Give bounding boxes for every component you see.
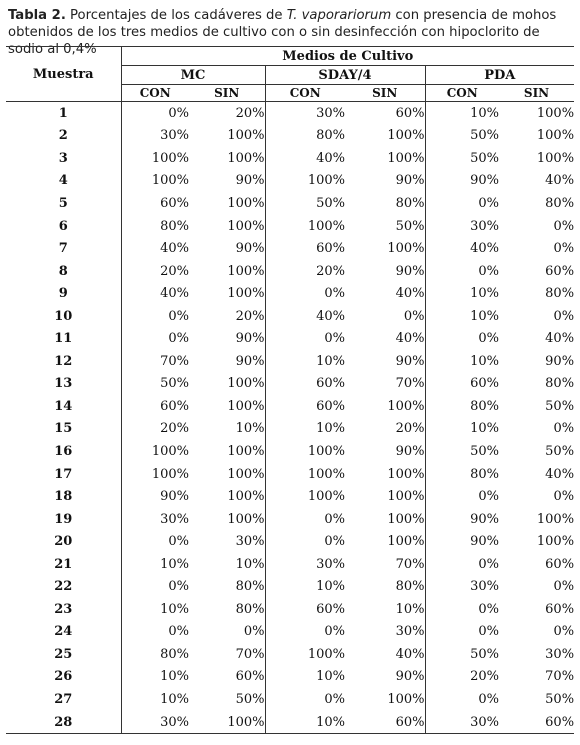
table-row xyxy=(6,688,574,711)
pda-sin-cell: 0% xyxy=(553,218,575,234)
mc-sin-cell: 90% xyxy=(189,350,265,373)
sday-sin-cell: 50% xyxy=(345,215,425,238)
pda-sin-cell: 100% xyxy=(536,534,575,550)
pda-con-cell: 30% xyxy=(470,579,499,595)
mc-con-cell: 10% xyxy=(160,556,189,572)
mc-con-cell: 40% xyxy=(160,241,189,257)
sday-con-cell: 30% xyxy=(316,556,345,572)
sday-sin-cell: 100% xyxy=(345,237,425,260)
mc-sin-cell: 20% xyxy=(189,102,265,125)
sday-con-cell: 10% xyxy=(316,353,345,369)
table-row xyxy=(6,530,574,553)
pda-sin-cell: 60% xyxy=(545,556,575,572)
pda-sin-cell: 0% xyxy=(553,241,575,257)
sday-sin-cell: 10% xyxy=(345,598,425,621)
table-row xyxy=(6,125,574,148)
pda-con-cell: 0% xyxy=(478,624,499,640)
sday-sin-cell: 20% xyxy=(345,418,425,441)
pda-con-cell: 90% xyxy=(470,534,499,550)
pda-sin-cell: 40% xyxy=(545,466,575,482)
mc-con-cell: 10% xyxy=(160,669,189,685)
caption-label: Tabla 2. xyxy=(8,8,66,23)
table-row xyxy=(6,553,574,576)
header-group-mc: MC xyxy=(121,66,265,85)
pda-sin-cell: 100% xyxy=(536,511,575,527)
sday-con-cell: 100% xyxy=(307,489,345,505)
mc-con-cell: 100% xyxy=(151,150,189,166)
mc-sin-cell: 90% xyxy=(189,170,265,193)
mc-sin-cell: 70% xyxy=(189,643,265,666)
mc-con-cell: 90% xyxy=(160,489,189,505)
caption-text-after: con presencia de mohos obtenidos de los tres medios de cultivo con o sin desinfección con hipoclorito de sodio al 0,4% xyxy=(8,8,557,57)
table-row xyxy=(6,666,574,689)
pda-sin-cell: 50% xyxy=(545,691,575,707)
muestra-cell: 13 xyxy=(6,373,121,396)
pda-con-cell: 10% xyxy=(470,353,499,369)
header-con: CON xyxy=(265,85,345,102)
mc-sin-cell: 100% xyxy=(189,147,265,170)
sday-sin-cell: 30% xyxy=(345,621,425,644)
sday-sin-cell: 90% xyxy=(345,170,425,193)
muestra-cell: 9 xyxy=(6,282,121,305)
mc-sin-cell: 100% xyxy=(189,125,265,148)
sday-sin-cell: 100% xyxy=(345,395,425,418)
pda-con-cell: 20% xyxy=(470,669,499,685)
sday-sin-cell: 70% xyxy=(345,553,425,576)
sday-con-cell: 60% xyxy=(316,398,345,414)
pda-con-cell: 80% xyxy=(470,466,499,482)
sday-con-cell: 60% xyxy=(316,376,345,392)
table-row xyxy=(6,643,574,666)
mc-sin-cell: 90% xyxy=(189,237,265,260)
table-row xyxy=(6,598,574,621)
pda-con-cell: 0% xyxy=(478,601,499,617)
sday-con-cell: 0% xyxy=(324,331,345,347)
table-header xyxy=(6,47,574,102)
sday-con-cell: 10% xyxy=(316,579,345,595)
sday-con-cell: 10% xyxy=(316,669,345,685)
mc-con-cell: 30% xyxy=(160,128,189,144)
pda-con-cell: 50% xyxy=(470,128,499,144)
pda-sin-cell: 60% xyxy=(545,601,575,617)
muestra-cell: 24 xyxy=(6,621,121,644)
sday-con-cell: 10% xyxy=(316,421,345,437)
muestra-cell: 14 xyxy=(6,395,121,418)
sday-con-cell: 0% xyxy=(324,624,345,640)
muestra-cell: 20 xyxy=(6,530,121,553)
muestra-cell: 5 xyxy=(6,192,121,215)
muestra-cell: 21 xyxy=(6,553,121,576)
sday-sin-cell: 90% xyxy=(345,350,425,373)
pda-con-cell: 50% xyxy=(470,443,499,459)
sday-con-cell: 80% xyxy=(316,128,345,144)
pda-con-cell: 60% xyxy=(470,376,499,392)
pda-sin-cell: 40% xyxy=(545,173,575,189)
header-muestra: Muestra xyxy=(6,47,121,102)
mc-sin-cell: 90% xyxy=(189,327,265,350)
table-row xyxy=(6,621,574,644)
muestra-cell: 12 xyxy=(6,350,121,373)
pda-con-cell: 50% xyxy=(470,646,499,662)
pda-sin-cell: 30% xyxy=(545,646,575,662)
mc-con-cell: 100% xyxy=(151,466,189,482)
mc-sin-cell: 100% xyxy=(189,192,265,215)
table-row xyxy=(6,395,574,418)
sday-con-cell: 0% xyxy=(324,691,345,707)
sday-con-cell: 0% xyxy=(324,534,345,550)
mc-con-cell: 100% xyxy=(151,443,189,459)
sday-sin-cell: 100% xyxy=(345,688,425,711)
muestra-cell: 7 xyxy=(6,237,121,260)
sday-con-cell: 40% xyxy=(316,308,345,324)
sday-con-cell: 50% xyxy=(316,195,345,211)
sday-sin-cell: 90% xyxy=(345,260,425,283)
pda-sin-cell: 60% xyxy=(545,263,575,279)
table-row xyxy=(6,147,574,170)
header-group-sday: SDAY/4 xyxy=(265,66,425,85)
muestra-cell: 25 xyxy=(6,643,121,666)
mc-con-cell: 0% xyxy=(168,579,189,595)
table-row xyxy=(6,485,574,508)
pda-con-cell: 90% xyxy=(470,173,499,189)
mc-sin-cell: 10% xyxy=(189,418,265,441)
mc-con-cell: 30% xyxy=(160,511,189,527)
sday-sin-cell: 100% xyxy=(345,463,425,486)
mc-sin-cell: 80% xyxy=(189,575,265,598)
pda-con-cell: 0% xyxy=(478,331,499,347)
mc-sin-cell: 100% xyxy=(189,395,265,418)
muestra-cell: 1 xyxy=(6,102,121,125)
pda-sin-cell: 0% xyxy=(553,421,575,437)
mc-sin-cell: 100% xyxy=(189,508,265,531)
table-row xyxy=(6,508,574,531)
table-row xyxy=(6,170,574,193)
pda-sin-cell: 0% xyxy=(553,624,575,640)
pda-sin-cell: 50% xyxy=(545,443,575,459)
table-row xyxy=(6,237,574,260)
mc-con-cell: 40% xyxy=(160,286,189,302)
pda-con-cell: 80% xyxy=(470,398,499,414)
sday-con-cell: 20% xyxy=(316,263,345,279)
sday-sin-cell: 100% xyxy=(345,125,425,148)
sday-sin-cell: 40% xyxy=(345,327,425,350)
mc-con-cell: 60% xyxy=(160,398,189,414)
pda-sin-cell: 70% xyxy=(545,669,575,685)
sday-sin-cell: 100% xyxy=(345,147,425,170)
table-row xyxy=(6,305,574,328)
sday-con-cell: 30% xyxy=(316,105,345,121)
sday-sin-cell: 60% xyxy=(345,711,425,734)
table-row xyxy=(6,711,574,734)
table-row xyxy=(6,463,574,486)
table-row xyxy=(6,373,574,396)
sday-sin-cell: 80% xyxy=(345,575,425,598)
muestra-cell: 3 xyxy=(6,147,121,170)
pda-sin-cell: 0% xyxy=(553,308,575,324)
header-group-pda: PDA xyxy=(425,66,574,85)
mc-sin-cell: 100% xyxy=(189,373,265,396)
header-medios-de-cultivo: Medios de Cultivo xyxy=(121,47,574,66)
pda-con-cell: 10% xyxy=(470,286,499,302)
sday-sin-cell: 90% xyxy=(345,666,425,689)
muestra-cell: 19 xyxy=(6,508,121,531)
sday-con-cell: 100% xyxy=(307,466,345,482)
sday-con-cell: 100% xyxy=(307,218,345,234)
mc-con-cell: 20% xyxy=(160,263,189,279)
pda-con-cell: 0% xyxy=(478,489,499,505)
sday-sin-cell: 80% xyxy=(345,192,425,215)
sday-sin-cell: 100% xyxy=(345,530,425,553)
mc-con-cell: 0% xyxy=(168,534,189,550)
pda-con-cell: 0% xyxy=(478,195,499,211)
pda-sin-cell: 80% xyxy=(545,376,575,392)
sday-con-cell: 100% xyxy=(307,443,345,459)
pda-con-cell: 10% xyxy=(470,308,499,324)
mc-sin-cell: 100% xyxy=(189,711,265,734)
header-sin: SIN xyxy=(189,85,265,102)
pda-con-cell: 0% xyxy=(478,556,499,572)
mc-sin-cell: 100% xyxy=(189,485,265,508)
header-con: CON xyxy=(121,85,189,102)
mc-sin-cell: 80% xyxy=(189,598,265,621)
caption-species: T. vaporariorum xyxy=(286,8,392,23)
sday-sin-cell: 0% xyxy=(345,305,425,328)
mc-sin-cell: 30% xyxy=(189,530,265,553)
mc-sin-cell: 100% xyxy=(189,215,265,238)
pda-sin-cell: 60% xyxy=(499,711,574,734)
table-row xyxy=(6,215,574,238)
sday-con-cell: 40% xyxy=(316,150,345,166)
table-row xyxy=(6,260,574,283)
sday-con-cell: 100% xyxy=(307,646,345,662)
sday-sin-cell: 100% xyxy=(345,485,425,508)
mc-con-cell: 20% xyxy=(160,421,189,437)
muestra-cell: 26 xyxy=(6,666,121,689)
pda-sin-cell: 100% xyxy=(536,150,575,166)
mc-con-cell: 0% xyxy=(168,624,189,640)
mc-con-cell: 80% xyxy=(160,218,189,234)
pda-con-cell: 30% xyxy=(425,711,499,734)
table-row xyxy=(6,418,574,441)
pda-con-cell: 90% xyxy=(470,511,499,527)
muestra-cell: 6 xyxy=(6,215,121,238)
pda-con-cell: 50% xyxy=(470,150,499,166)
pda-sin-cell: 80% xyxy=(545,195,575,211)
table-row xyxy=(6,282,574,305)
table-row xyxy=(6,327,574,350)
mc-con-cell: 70% xyxy=(160,353,189,369)
muestra-cell: 8 xyxy=(6,260,121,283)
sday-sin-cell: 60% xyxy=(345,102,425,125)
mc-sin-cell: 100% xyxy=(189,260,265,283)
pda-sin-cell: 100% xyxy=(536,128,575,144)
pda-sin-cell: 100% xyxy=(536,105,575,121)
mc-con-cell: 10% xyxy=(160,601,189,617)
mc-sin-cell: 50% xyxy=(189,688,265,711)
header-con: CON xyxy=(425,85,499,102)
mc-sin-cell: 20% xyxy=(189,305,265,328)
pda-sin-cell: 90% xyxy=(545,353,575,369)
sday-con-cell: 10% xyxy=(265,711,345,734)
sday-sin-cell: 100% xyxy=(345,508,425,531)
sday-sin-cell: 90% xyxy=(345,440,425,463)
mc-con-cell: 60% xyxy=(160,195,189,211)
mc-con-cell: 0% xyxy=(168,308,189,324)
pda-con-cell: 30% xyxy=(470,218,499,234)
mc-sin-cell: 100% xyxy=(189,282,265,305)
mc-sin-cell: 100% xyxy=(189,440,265,463)
sday-con-cell: 0% xyxy=(324,286,345,302)
pda-con-cell: 0% xyxy=(478,691,499,707)
table-row xyxy=(6,575,574,598)
table-row xyxy=(6,440,574,463)
table-row xyxy=(6,102,574,125)
sday-con-cell: 60% xyxy=(316,601,345,617)
muestra-cell: 16 xyxy=(6,440,121,463)
sday-sin-cell: 70% xyxy=(345,373,425,396)
header-sin: SIN xyxy=(345,85,425,102)
mc-sin-cell: 100% xyxy=(189,463,265,486)
muestra-cell: 4 xyxy=(6,170,121,193)
pda-sin-cell: 0% xyxy=(553,579,575,595)
mc-con-cell: 0% xyxy=(168,331,189,347)
sday-sin-cell: 40% xyxy=(345,643,425,666)
pda-con-cell: 40% xyxy=(470,241,499,257)
muestra-cell: 22 xyxy=(6,575,121,598)
pda-con-cell: 0% xyxy=(478,263,499,279)
pda-sin-cell: 40% xyxy=(545,331,575,347)
muestra-cell: 18 xyxy=(6,485,121,508)
sday-con-cell: 60% xyxy=(316,241,345,257)
results-table xyxy=(6,46,574,734)
muestra-cell: 17 xyxy=(6,463,121,486)
caption-text-before: Porcentajes de los cadáveres de xyxy=(65,8,287,23)
mc-con-cell: 10% xyxy=(160,691,189,707)
muestra-cell: 15 xyxy=(6,418,121,441)
mc-sin-cell: 60% xyxy=(189,666,265,689)
pda-con-cell: 10% xyxy=(470,105,499,121)
muestra-cell: 10 xyxy=(6,305,121,328)
mc-con-cell: 100% xyxy=(151,173,189,189)
muestra-cell: 28 xyxy=(6,711,121,734)
muestra-cell: 2 xyxy=(6,125,121,148)
muestra-cell: 23 xyxy=(6,598,121,621)
muestra-cell: 11 xyxy=(6,327,121,350)
mc-con-cell: 30% xyxy=(121,711,189,734)
pda-sin-cell: 50% xyxy=(545,398,575,414)
table-row xyxy=(6,192,574,215)
sday-con-cell: 100% xyxy=(307,173,345,189)
mc-con-cell: 50% xyxy=(160,376,189,392)
sday-con-cell: 0% xyxy=(324,511,345,527)
header-sin: SIN xyxy=(499,85,574,102)
mc-sin-cell: 10% xyxy=(189,553,265,576)
mc-con-cell: 0% xyxy=(168,105,189,121)
table-row xyxy=(6,350,574,373)
mc-con-cell: 80% xyxy=(160,646,189,662)
muestra-cell: 27 xyxy=(6,688,121,711)
sday-sin-cell: 40% xyxy=(345,282,425,305)
table-body xyxy=(6,102,574,734)
pda-sin-cell: 80% xyxy=(545,286,575,302)
mc-sin-cell: 0% xyxy=(189,621,265,644)
pda-sin-cell: 0% xyxy=(553,489,575,505)
pda-con-cell: 10% xyxy=(470,421,499,437)
